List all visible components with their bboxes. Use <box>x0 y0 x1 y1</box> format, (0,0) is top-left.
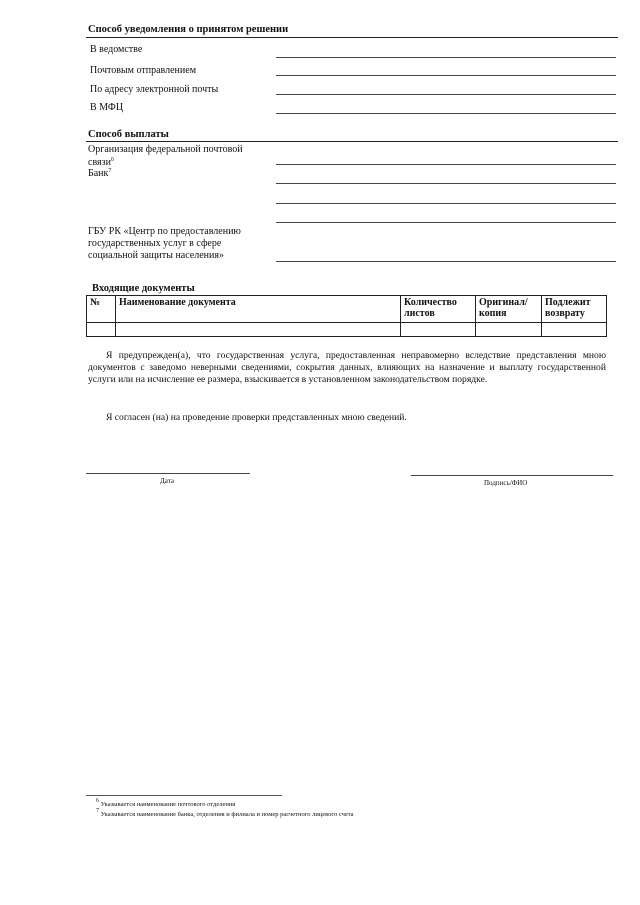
post-org-label-line1: Организация федеральной почтовой <box>88 144 243 155</box>
cell-return[interactable] <box>542 323 607 337</box>
notify-option-email: По адресу электронной почты <box>90 84 219 95</box>
bank-field-3[interactable] <box>276 222 616 223</box>
gbu-label-line1: ГБУ РК «Центр по предоставлению <box>88 226 241 237</box>
consent-paragraph: Я согласен (на) на проведение проверки представленных мною сведений. <box>106 412 407 423</box>
signature-label: Подпись/ФИО <box>484 479 528 487</box>
post-org-label-line2: связи$^6$ <box>88 157 114 168</box>
payment-section-title: Способ выплаты <box>88 129 169 140</box>
col-header-original: Оригинал/ копия <box>476 296 542 323</box>
post-org-field[interactable] <box>276 164 616 165</box>
col-header-name: Наименование документа <box>116 296 401 323</box>
gbu-label-line2: государственных услуг в сфере <box>88 238 222 249</box>
documents-table-header <box>87 296 607 323</box>
bank-label: Банк$^7$ <box>88 168 112 179</box>
notify-option-department: В ведомстве <box>90 44 143 55</box>
footnote-divider <box>86 795 282 796</box>
cell-original[interactable] <box>476 323 542 337</box>
notify-mfc-field[interactable] <box>276 113 616 114</box>
date-field[interactable] <box>86 473 250 474</box>
notify-department-field[interactable] <box>276 57 616 58</box>
footnote-ref-6: 6 <box>110 157 114 163</box>
signature-field[interactable] <box>411 475 613 476</box>
documents-section-title: Входящие документы <box>92 283 195 294</box>
gbu-field[interactable] <box>276 261 616 262</box>
footnote-ref-7: 7 <box>108 168 112 174</box>
documents-table <box>86 295 607 337</box>
section-divider <box>86 141 618 142</box>
notify-email-field[interactable] <box>276 94 616 95</box>
date-label: Дата <box>160 477 174 485</box>
section-divider <box>86 37 618 38</box>
cell-qty[interactable] <box>401 323 476 337</box>
footnote-7: 7 Указывается наименование банка, отделения и филиала и номер расчетного лицевого счета <box>96 808 354 818</box>
warning-paragraph: Я предупрежден(а), что государственная услуга, предоставленная неправомерно вследствие представления мною документов с заведомо неверными сведениями, сокрытия данных, влияющих на назначение и выплату государственной услуги или на исчисление ее размера, взыскивается в установленном законодательством порядке. <box>88 350 606 385</box>
col-header-return: Подлежит возврату <box>542 296 607 323</box>
table-row <box>87 323 607 337</box>
bank-field-2[interactable] <box>276 203 616 204</box>
gbu-label-line3: социальной защиты населения» <box>88 250 224 261</box>
notify-option-mfc: В МФЦ <box>90 102 124 113</box>
notification-section-title: Способ уведомления о принятом решении <box>88 24 289 35</box>
bank-field-1[interactable] <box>276 183 616 184</box>
notify-option-post: Почтовым отправлением <box>90 65 197 76</box>
cell-name[interactable] <box>116 323 401 337</box>
col-header-qty: Количество листов <box>401 296 476 323</box>
notify-post-field[interactable] <box>276 75 616 76</box>
cell-num[interactable] <box>87 323 116 337</box>
footnote-6: 6 Указывается наименование почтового отделения <box>96 798 236 808</box>
col-header-num: № <box>87 296 116 323</box>
